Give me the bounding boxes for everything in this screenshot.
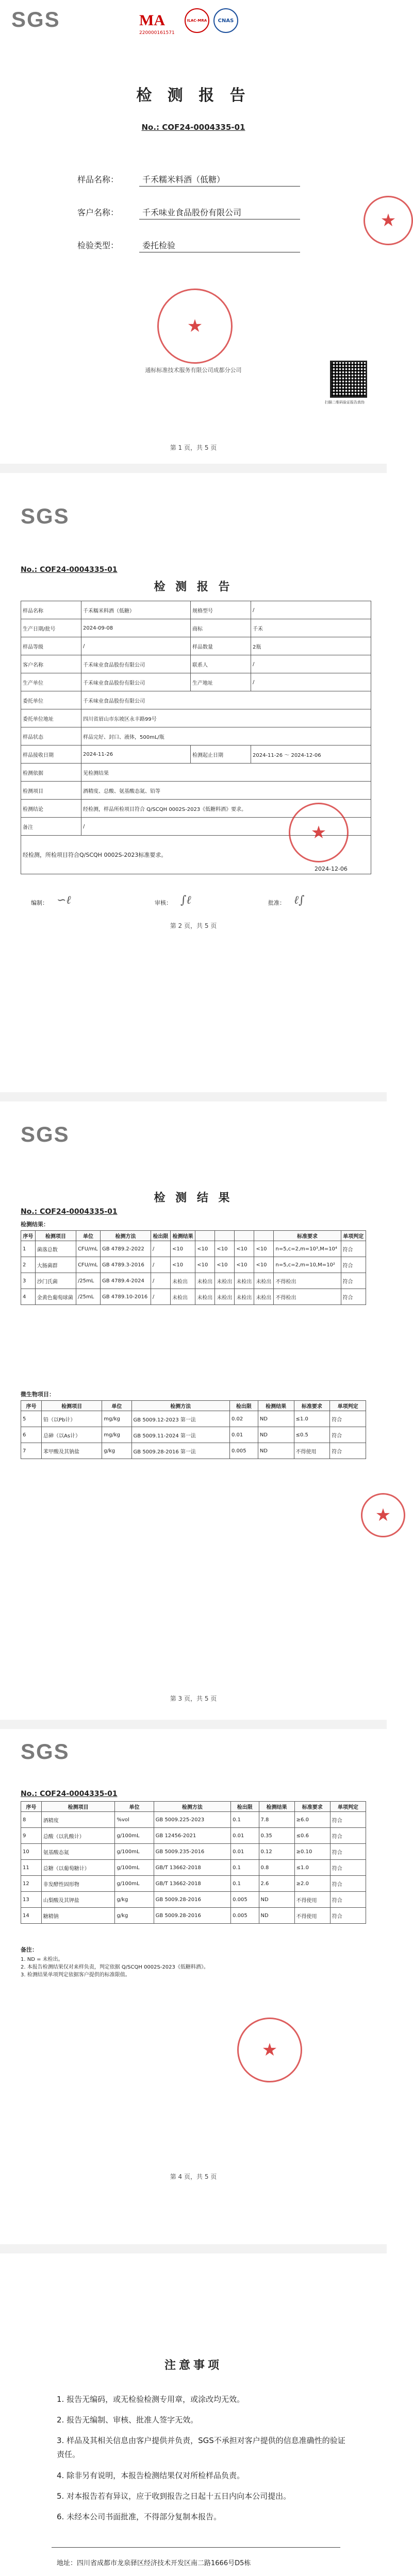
table-row xyxy=(21,1241,366,1257)
cma-cert-no: 220000161571 xyxy=(139,30,175,36)
results-page xyxy=(0,1101,391,1720)
table-row xyxy=(21,673,371,691)
table-cell: 苯甲酸及其钠盐 xyxy=(42,1443,102,1459)
table-cell: GB 4789.2-2022 xyxy=(101,1241,151,1257)
notes xyxy=(21,1956,309,1979)
table-cell: GB 4789.10-2016 xyxy=(101,1289,151,1305)
table-header-cell: 检测结果 xyxy=(258,1401,294,1411)
sig-label-compile: 编制： xyxy=(31,900,48,906)
table-cell: 9 xyxy=(21,1828,42,1844)
sig-compile: ∽ℓ xyxy=(57,894,71,907)
table-header-cell xyxy=(215,1231,235,1241)
table-cell: 铅（以Pb计） xyxy=(42,1411,102,1427)
table-cell: 0.1 xyxy=(231,1812,259,1828)
company-seal xyxy=(157,289,233,364)
info-label-cell: 生产日期/批号 xyxy=(21,619,81,637)
table-header-cell: 检出限 xyxy=(229,1401,258,1411)
micro-table xyxy=(21,1230,366,1305)
table-cell: 0.005 xyxy=(231,1908,259,1924)
table-header-cell: 检测项目 xyxy=(42,1401,102,1411)
note-item: 1. ND = 未检出。 xyxy=(21,1957,63,1962)
table-cell: 符合 xyxy=(330,1828,366,1844)
table-cell: /25mL xyxy=(76,1289,100,1305)
table-cell: 大肠菌群 xyxy=(35,1257,76,1273)
table-cell: 0.1 xyxy=(231,1876,259,1892)
cert-marks xyxy=(139,8,238,36)
table-header-cell: 检测方法 xyxy=(154,1802,230,1812)
table-row xyxy=(21,1257,366,1273)
table-row xyxy=(21,1289,366,1305)
table-cell: 7 xyxy=(21,1443,42,1459)
table-header-cell: 单项判定 xyxy=(330,1401,366,1411)
table-cell: <10 xyxy=(235,1241,254,1257)
table-header-cell: 检测方法 xyxy=(131,1401,229,1411)
table-cell: 不得检出 xyxy=(274,1289,341,1305)
table-cell: 0.02 xyxy=(229,1411,258,1427)
table-row xyxy=(21,1892,366,1908)
sig-label-review: 审核： xyxy=(155,900,172,906)
notice-item: 3. 样品及其相关信息由客户提供并负责，SGS不承担对客户提供的信息准确性的验证责任。 xyxy=(57,2436,345,2459)
cma-mark: MA xyxy=(139,12,165,29)
results-footer: 第 3 页，共 5 页 xyxy=(170,1695,217,1702)
table-cell: 11 xyxy=(21,1860,42,1876)
table-row xyxy=(21,782,371,800)
table-row xyxy=(21,1876,366,1892)
info-label-cell: 规格型号 xyxy=(190,601,251,619)
notice-item: 6. 未经本公司书面批准，不得部分复制本报告。 xyxy=(57,2512,222,2521)
table-header-cell: 检测结果 xyxy=(259,1802,294,1812)
page-gap xyxy=(0,2244,387,2253)
table-row xyxy=(21,619,371,637)
sgs-logo: SGS xyxy=(21,1122,70,1146)
field-value-type: 委托检验 xyxy=(139,239,300,252)
info-value-cell: 千禾味业食品股份有限公司 xyxy=(81,673,191,691)
table-cell: 金黄色葡萄球菌 xyxy=(35,1289,76,1305)
cont-table xyxy=(21,1801,366,1924)
table-cell: ND xyxy=(258,1443,294,1459)
table-row xyxy=(21,655,371,673)
info-label-cell: 备注 xyxy=(21,818,81,836)
table-cell: ND xyxy=(259,1892,294,1908)
info-label-cell: 委托单位地址 xyxy=(21,709,81,727)
info-value-cell: / xyxy=(251,655,371,673)
page-gap xyxy=(0,1720,387,1729)
info-value-cell: 千禾 xyxy=(251,619,371,637)
table-cell: ≥0.10 xyxy=(294,1844,330,1860)
table-cell: /25mL xyxy=(76,1273,100,1289)
table-cell: ND xyxy=(258,1427,294,1443)
info-label-cell: 联系人 xyxy=(190,655,251,673)
table-row xyxy=(21,1908,366,1924)
cover-report-no: No.: COF24-0004335-01 xyxy=(141,123,245,132)
cover-title: 检 测 报 告 xyxy=(136,87,251,105)
table-cell: 沙门氏菌 xyxy=(35,1273,76,1289)
table-cell: 0.01 xyxy=(231,1828,259,1844)
info-value-cell: 四川省眉山市东坡区永丰路99号 xyxy=(81,709,371,727)
table-cell: / xyxy=(151,1241,170,1257)
info-label-cell: 样品数量 xyxy=(190,637,251,655)
table-cell: n=5,c=2,m=10,M=10² xyxy=(274,1257,341,1273)
table-header-cell: 序号 xyxy=(21,1231,36,1241)
table-header-cell: 单位 xyxy=(115,1802,154,1812)
table-cell: / xyxy=(151,1257,170,1273)
table-cell: 不得使用 xyxy=(294,1908,330,1924)
results-seal-star-icon: ★ xyxy=(375,1505,391,1526)
side-seal-star-icon: ★ xyxy=(380,210,397,231)
table-cell: GB/T 13662-2018 xyxy=(154,1876,230,1892)
info-label-cell: 样品接收日期 xyxy=(21,745,81,764)
cover-footer: 第 1 页，共 5 页 xyxy=(170,444,217,451)
notice-item: 2. 报告无编制、审核、批准人签字无效。 xyxy=(57,2415,199,2425)
table-cell: 符合 xyxy=(330,1812,366,1828)
table-cell: 0.005 xyxy=(229,1443,258,1459)
table-row xyxy=(21,637,371,655)
table-cell: 0.01 xyxy=(231,1844,259,1860)
table-cell: / xyxy=(151,1289,170,1305)
table-cell: 符合 xyxy=(341,1241,366,1257)
section-physchem: 微生物项目： xyxy=(21,1391,55,1398)
table-cell: 总砷（以As计） xyxy=(42,1427,102,1443)
sig-review: ∫ℓ xyxy=(180,894,191,907)
table-cell: 2.6 xyxy=(259,1876,294,1892)
table-header-cell: 检测结果 xyxy=(170,1231,195,1241)
table-header-cell: 标准要求 xyxy=(274,1231,341,1241)
table-cell: 6 xyxy=(21,1427,42,1443)
info-value-cell: / xyxy=(81,637,191,655)
table-cell: 未检出 xyxy=(195,1289,215,1305)
cont-report-no: No.: COF24-0004335-01 xyxy=(21,1790,118,1798)
table-cell: g/100mL xyxy=(115,1876,154,1892)
table-cell: 符合 xyxy=(341,1273,366,1289)
table-cell: 8 xyxy=(21,1812,42,1828)
table-row xyxy=(21,727,371,745)
table-cell: 0.35 xyxy=(259,1828,294,1844)
table-cell: <10 xyxy=(254,1241,274,1257)
table-row xyxy=(21,764,371,782)
info-label-cell: 样品名称 xyxy=(21,601,81,619)
info-value-cell: 样品完好、封口、液体，500mL/瓶 xyxy=(81,727,371,745)
ilac-badge-icon: ILAC-MRA xyxy=(185,8,209,33)
table-cell: GB 5009.28-2016 xyxy=(154,1892,230,1908)
table-cell: 未检出 xyxy=(170,1289,195,1305)
info-value-cell: 见检测结果 xyxy=(81,764,371,782)
info-label-cell: 样品状态 xyxy=(21,727,81,745)
info-title: 检 测 报 告 xyxy=(154,581,233,594)
results-title: 检 测 结 果 xyxy=(154,1192,233,1205)
table-row xyxy=(21,1844,366,1860)
results-cont-page xyxy=(0,1729,387,2244)
table-header-cell: 单项判定 xyxy=(341,1231,366,1241)
table-header-cell: 单位 xyxy=(76,1231,100,1241)
table-cell: 氨基酸态氮 xyxy=(41,1844,115,1860)
info-value-cell: / xyxy=(251,673,371,691)
seal-star-icon: ★ xyxy=(187,316,203,336)
cont-footer: 第 4 页，共 5 页 xyxy=(170,2173,217,2180)
table-cell: 总酸（以乳酸计） xyxy=(41,1828,115,1844)
info-value-cell: / xyxy=(81,818,371,836)
table-cell: 符合 xyxy=(330,1908,366,1924)
info-label-cell: 检测起止日期 xyxy=(190,745,251,764)
conclusion-cell: 经检测，所检项目符合Q/SCQH 0002S-2023标准要求。 xyxy=(21,836,371,874)
table-cell: GB 5009.235-2016 xyxy=(154,1844,230,1860)
table-cell: 符合 xyxy=(330,1860,366,1876)
table-cell: 酒精度 xyxy=(41,1812,115,1828)
sgs-logo: SGS xyxy=(11,7,60,31)
table-row xyxy=(21,691,371,709)
table-cell: 不得检出 xyxy=(274,1273,341,1289)
sgs-logo: SGS xyxy=(21,1739,70,1764)
table-cell: 山梨酸及其钾盐 xyxy=(41,1892,115,1908)
page-gap xyxy=(0,464,387,473)
table-cell: g/100mL xyxy=(115,1844,154,1860)
table-row xyxy=(21,1860,366,1876)
info-label-cell: 检测结论 xyxy=(21,800,81,818)
table-cell: g/100mL xyxy=(115,1828,154,1844)
table-cell: 未检出 xyxy=(235,1273,254,1289)
results-side-seal xyxy=(361,1493,405,1537)
table-row xyxy=(21,1427,366,1443)
notice-item: 4. 除非另有说明，本报告检测结果仅对所检样品负责。 xyxy=(57,2471,245,2480)
info-label-cell: 委托单位 xyxy=(21,691,81,709)
table-cell: <10 xyxy=(235,1257,254,1273)
table-cell: GB/T 13662-2018 xyxy=(154,1860,230,1876)
report-seal xyxy=(289,803,349,862)
table-cell: 符合 xyxy=(330,1876,366,1892)
sig-approve: ℓ∫ xyxy=(294,894,305,907)
table-cell: 12 xyxy=(21,1876,42,1892)
table-row xyxy=(21,745,371,764)
info-label-cell: 客户名称 xyxy=(21,655,81,673)
table-cell: GB 4789.3-2016 xyxy=(101,1257,151,1273)
info-footer: 第 2 页，共 5 页 xyxy=(170,922,217,929)
table-cell: ≤0.6 xyxy=(294,1828,330,1844)
table-cell: GB 5009.11-2024 第一法 xyxy=(131,1427,229,1443)
table-cell: ND xyxy=(258,1411,294,1427)
info-label-cell: 生产单位 xyxy=(21,673,81,691)
report-seal-star-icon: ★ xyxy=(310,822,327,843)
table-cell: 4 xyxy=(21,1289,36,1305)
notice-item: 5. 对本报告若有异议，应于收到报告之日起十五日内向本公司提出。 xyxy=(57,2492,291,2501)
contact-address: 地址：四川省成都市龙泉驿区经济技术开发区南二路1666号D5栋 xyxy=(57,2560,251,2567)
table-cell: g/kg xyxy=(115,1908,154,1924)
table-header-cell: 检测项目 xyxy=(41,1802,115,1812)
table-cell: 符合 xyxy=(330,1844,366,1860)
table-cell: 不得使用 xyxy=(294,1443,330,1459)
table-cell: <10 xyxy=(195,1241,215,1257)
table-cell: 未检出 xyxy=(215,1273,235,1289)
cont-seal xyxy=(237,2018,302,2082)
table-cell: / xyxy=(151,1273,170,1289)
table-header-cell xyxy=(235,1231,254,1241)
table-cell: GB 5009.225-2023 xyxy=(154,1812,230,1828)
section-results: 检测结果： xyxy=(21,1221,49,1228)
cover-page xyxy=(0,0,397,464)
table-cell: ≥6.0 xyxy=(294,1812,330,1828)
info-value-cell: / xyxy=(251,601,371,619)
info-page xyxy=(0,473,387,1092)
table-cell: <10 xyxy=(195,1257,215,1273)
table-cell: <10 xyxy=(170,1257,195,1273)
table-cell: g/kg xyxy=(102,1443,131,1459)
table-cell: ≤1.0 xyxy=(294,1860,330,1876)
side-seal xyxy=(364,196,413,245)
info-value-cell: 千禾味业食品股份有限公司 xyxy=(81,691,371,709)
field-label-type: 检验类型： xyxy=(77,241,119,250)
table-header-cell: 单项判定 xyxy=(330,1802,366,1812)
table-cell: 0.005 xyxy=(231,1892,259,1908)
table-cell: mg/kg xyxy=(102,1427,131,1443)
table-cell: <10 xyxy=(215,1241,235,1257)
notice-page xyxy=(0,2253,387,2576)
notes-title: 备注： xyxy=(21,1946,38,1953)
table-cell: GB 5009.28-2016 第一法 xyxy=(131,1443,229,1459)
table-cell: 3 xyxy=(21,1273,36,1289)
table-cell: 0.8 xyxy=(259,1860,294,1876)
table-row xyxy=(21,601,371,619)
table-cell: 5 xyxy=(21,1411,42,1427)
table-row xyxy=(21,709,371,727)
field-value-sample: 千禾糯米料酒（低糖） xyxy=(139,173,300,187)
table-cell: <10 xyxy=(170,1241,195,1257)
table-cell: 7.8 xyxy=(259,1812,294,1828)
notice-item: 1. 报告无编码，或无检验检测专用章，或涂改均无效。 xyxy=(57,2395,245,2404)
sig-label-approve: 批准： xyxy=(268,900,285,906)
cnas-badge-icon: CNAS xyxy=(213,8,238,33)
info-label-cell: 样品等级 xyxy=(21,637,81,655)
info-value-cell: 经检测，样品所检项目符合 Q/SCQH 0002S-2023《低糖料酒》要求。 xyxy=(81,800,371,818)
table-cell: 未检出 xyxy=(235,1289,254,1305)
info-label-cell: 检测依据 xyxy=(21,764,81,782)
table-cell: 0.12 xyxy=(259,1844,294,1860)
table-row xyxy=(21,1411,366,1427)
field-label-sample: 样品名称： xyxy=(77,175,119,184)
table-header-cell: 标准要求 xyxy=(294,1401,330,1411)
table-header-cell: 检测方法 xyxy=(101,1231,151,1241)
table-row xyxy=(21,1828,366,1844)
table-cell: 符合 xyxy=(341,1289,366,1305)
table-cell: 1 xyxy=(21,1241,36,1257)
table-cell: GB 5009.28-2016 xyxy=(154,1908,230,1924)
info-value-cell: 2024-11-26 xyxy=(81,745,191,764)
physchem-table xyxy=(21,1400,366,1459)
table-cell: GB 12456-2021 xyxy=(154,1828,230,1844)
table-cell: CFU/mL xyxy=(76,1257,100,1273)
info-value-cell: 2024-11-26 ～ 2024-12-06 xyxy=(251,745,371,764)
page-gap xyxy=(0,1092,387,1101)
table-cell: n=5,c=2,m=10³,M=10⁴ xyxy=(274,1241,341,1257)
notice-divider xyxy=(52,2547,340,2548)
report-date: 2024-12-06 xyxy=(315,866,348,872)
qr-note: 扫描二维码验证报告真伪 xyxy=(325,400,365,404)
info-label-cell: 检测项目 xyxy=(21,782,81,800)
table-cell: 糖精钠 xyxy=(41,1908,115,1924)
table-cell: 菌落总数 xyxy=(35,1241,76,1257)
table-cell: ≥2.0 xyxy=(294,1876,330,1892)
table-cell: 非发酵性固形物 xyxy=(41,1876,115,1892)
table-cell: 未检出 xyxy=(254,1273,274,1289)
table-cell: GB 4789.4-2024 xyxy=(101,1273,151,1289)
seal-company-text: 通标标准技术服务有限公司成都分公司 xyxy=(145,367,242,374)
table-cell: 符合 xyxy=(330,1443,366,1459)
table-row xyxy=(21,1812,366,1828)
table-header-cell: 单位 xyxy=(102,1401,131,1411)
table-cell: mg/kg xyxy=(102,1411,131,1427)
table-header-cell: 序号 xyxy=(21,1401,42,1411)
note-item: 2. 本报告检测结果仅对来样负责，判定依据 Q/SCQH 0002S-2023《低糖料酒》。 xyxy=(21,1964,209,1970)
table-row xyxy=(21,1443,366,1459)
cont-seal-star-icon: ★ xyxy=(261,2040,278,2060)
table-cell: 0.01 xyxy=(229,1427,258,1443)
table-cell: ≤0.5 xyxy=(294,1427,330,1443)
table-header-cell: 序号 xyxy=(21,1802,42,1812)
table-cell: <10 xyxy=(254,1257,274,1273)
table-cell: 2 xyxy=(21,1257,36,1273)
table-header-cell xyxy=(195,1231,215,1241)
table-header-cell: 标准要求 xyxy=(294,1802,330,1812)
note-item: 3. 检测结果单项判定依据客户提供的标准限值。 xyxy=(21,1972,130,1978)
table-cell: CFU/mL xyxy=(76,1241,100,1257)
info-value-cell: 千禾糯米料酒（低糖） xyxy=(81,601,191,619)
table-cell: 0.1 xyxy=(231,1860,259,1876)
table-header-cell: 检测项目 xyxy=(35,1231,76,1241)
table-header-cell: 检出限 xyxy=(151,1231,170,1241)
table-cell: 未检出 xyxy=(254,1289,274,1305)
table-cell: ≤1.0 xyxy=(294,1411,330,1427)
info-value-cell: 酒精度、总酸、氨基酸态氮、铅等 xyxy=(81,782,371,800)
table-cell: 总糖（以葡萄糖计） xyxy=(41,1860,115,1876)
info-report-no: No.: COF24-0004335-01 xyxy=(21,566,118,574)
table-header-cell xyxy=(254,1231,274,1241)
notice-title: 注意事项 xyxy=(164,2359,222,2372)
table-cell: 符合 xyxy=(330,1411,366,1427)
info-value-cell: 千禾味业食品股份有限公司 xyxy=(81,655,191,673)
info-value-cell: 2024-09-08 xyxy=(81,619,191,637)
field-value-client: 千禾味业食品股份有限公司 xyxy=(139,206,300,219)
table-cell: <10 xyxy=(215,1257,235,1273)
info-value-cell: 2瓶 xyxy=(251,637,371,655)
table-cell: ND xyxy=(259,1908,294,1924)
table-cell: 未检出 xyxy=(215,1289,235,1305)
verify-qr-code[interactable] xyxy=(330,361,367,398)
table-cell: 13 xyxy=(21,1892,42,1908)
table-cell: 符合 xyxy=(341,1257,366,1273)
table-header-cell: 检出限 xyxy=(231,1802,259,1812)
table-row xyxy=(21,1273,366,1289)
table-cell: 14 xyxy=(21,1908,42,1924)
info-label-cell: 商标 xyxy=(190,619,251,637)
table-cell: 符合 xyxy=(330,1427,366,1443)
results-report-no: No.: COF24-0004335-01 xyxy=(21,1208,118,1216)
table-cell: 符合 xyxy=(330,1892,366,1908)
table-cell: 不得使用 xyxy=(294,1892,330,1908)
table-cell: g/100mL xyxy=(115,1860,154,1876)
sgs-logo: SGS xyxy=(21,504,70,528)
table-cell: %vol xyxy=(115,1812,154,1828)
table-cell: g/kg xyxy=(115,1892,154,1908)
table-cell: 未检出 xyxy=(170,1273,195,1289)
table-cell: GB 5009.12-2023 第一法 xyxy=(131,1411,229,1427)
info-label-cell: 生产地址 xyxy=(190,673,251,691)
field-label-client: 客户名称： xyxy=(77,208,119,217)
table-cell: 未检出 xyxy=(195,1273,215,1289)
table-cell: 10 xyxy=(21,1844,42,1860)
